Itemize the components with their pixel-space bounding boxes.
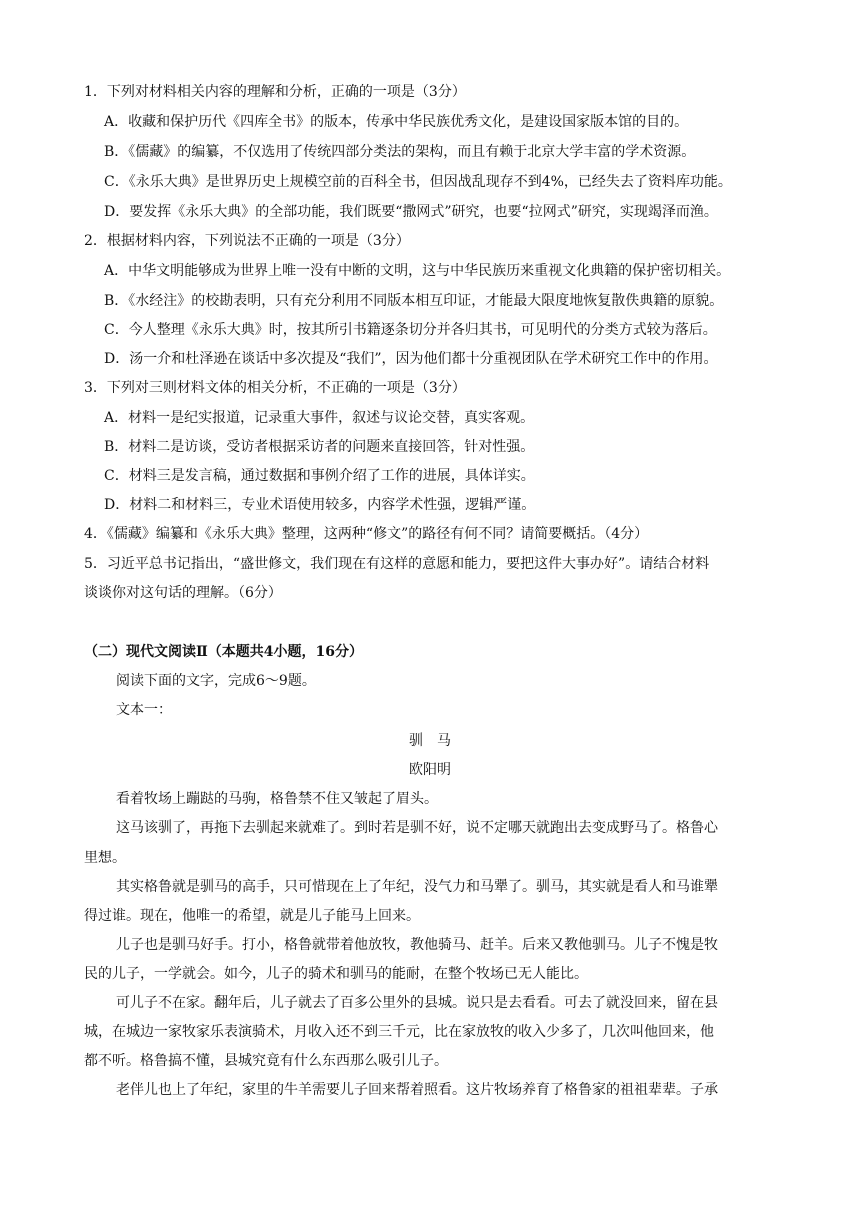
- question-3-option-c: C．材料三是发言稿，通过数据和事例介绍了工作的进展，具体详实。: [104, 468, 535, 484]
- text-label: 文本一：: [116, 702, 172, 718]
- story-line: 城，在城边一家牧家乐表演骑术，月收入还不到三千元，比在家放牧的收入少多了，几次叫他回来，他: [84, 1024, 714, 1040]
- story-line: 这马该驯了，再拖下去驯起来就难了。到时若是驯不好，说不定哪天就跑出去变成野马了。格鲁心: [116, 820, 718, 836]
- story-line: 都不听。格鲁搞不懂，县城究竟有什么东西那么吸引儿子。: [84, 1053, 448, 1069]
- question-2-option-c: C．今人整理《永乐大典》时，按其所引书籍逐条切分并各归其书，可见明代的分类方式较为落后。: [104, 322, 717, 338]
- question-3-option-d: D．材料二和材料三，专业术语使用较多，内容学术性强，逻辑严谨。: [104, 497, 536, 513]
- question-1-option-b: B．《儒藏》的编纂，不仅选用了传统四部分类法的架构，而且有赖于北京大学丰富的学术资源。: [104, 144, 696, 160]
- question-3-stem: 3．下列对三则材料文体的相关分析，不正确的一项是（3分）: [84, 380, 466, 396]
- question-1-option-a: A．收藏和保护历代《四库全书》的版本，传承中华民族优秀文化，是建设国家版本馆的目的。: [104, 114, 689, 130]
- question-5-line-2: 谈谈你对这句话的理解。（6分）: [84, 585, 282, 601]
- story-line: 民的儿子，一学就会。如今，儿子的骑术和驯马的能耐，在整个牧场已无人能比。: [84, 966, 588, 982]
- story-line: 里想。: [84, 850, 126, 866]
- reading-instruction: 阅读下面的文字，完成6～9题。: [116, 673, 316, 689]
- story-line: 得过谁。现在，他唯一的希望，就是儿子能马上回来。: [84, 908, 420, 924]
- question-3-option-b: B．材料二是访谈，受访者根据采访者的问题来直接回答，针对性强。: [104, 439, 535, 455]
- question-1-stem: 1．下列对材料相关内容的理解和分析，正确的一项是（3分）: [84, 84, 466, 100]
- story-author: 欧阳明: [409, 762, 451, 778]
- story-line: 老伴儿也上了年纪，家里的牛羊需要儿子回来帮着照看。这片牧场养育了格鲁家的祖祖辈辈。子承: [116, 1082, 718, 1098]
- question-2-option-b: B．《水经注》的校勘表明，只有充分利用不同版本相互印证，才能最大限度地恢复散佚典籍的原貌。: [104, 293, 724, 309]
- question-1-option-c: C．《永乐大典》是世界历史上规模空前的百科全书，但因战乱现存不到4%，已经失去了资料库功能。: [104, 174, 732, 190]
- question-5-line-1: 5．习近平总书记指出，“盛世修文，我们现在有这样的意愿和能力，要把这件大事办好”。请结合材料: [84, 556, 710, 572]
- question-2-option-d: D．汤一介和杜泽逊在谈话中多次提及“我们”，因为他们都十分重视团队在学术研究工作中的作用。: [104, 351, 718, 367]
- question-2-option-a: A．中华文明能够成为世界上唯一没有中断的文明，这与中华民族历来重视文化典籍的保护密切相关。: [104, 263, 731, 279]
- question-3-option-a: A．材料一是纪实报道，记录重大事件，叙述与议论交替，真实客观。: [104, 410, 535, 426]
- story-line: 看着牧场上蹦跶的马驹，格鲁禁不住又皱起了眉头。: [116, 791, 438, 807]
- story-title: 驯 马: [409, 733, 451, 749]
- story-line: 其实格鲁就是驯马的高手，只可惜现在上了年纪，没气力和马犟了。驯马，其实就是看人和马谁犟: [116, 879, 718, 895]
- question-4: 4．《儒藏》编纂和《永乐大典》整理，这两种“修文”的路径有何不同？请简要概括。（4分）: [84, 526, 649, 542]
- question-1-option-d: D．要发挥《永乐大典》的全部功能，我们既要“撒网式”研究，也要“拉网式”研究，实现竭泽而渔。: [104, 204, 718, 220]
- section-heading: （二）现代文阅读Ⅱ（本题共4小题，16分）: [84, 644, 364, 660]
- question-2-stem: 2．根据材料内容，下列说法不正确的一项是（3分）: [84, 233, 410, 249]
- story-line: 儿子也是驯马好手。打小，格鲁就带着他放牧，教他骑马、赶羊。后来又教他驯马。儿子不愧是牧: [116, 937, 718, 953]
- story-line: 可儿子不在家。翻年后，儿子就去了百多公里外的县城。说只是去看看。可去了就没回来，留在县: [116, 995, 718, 1011]
